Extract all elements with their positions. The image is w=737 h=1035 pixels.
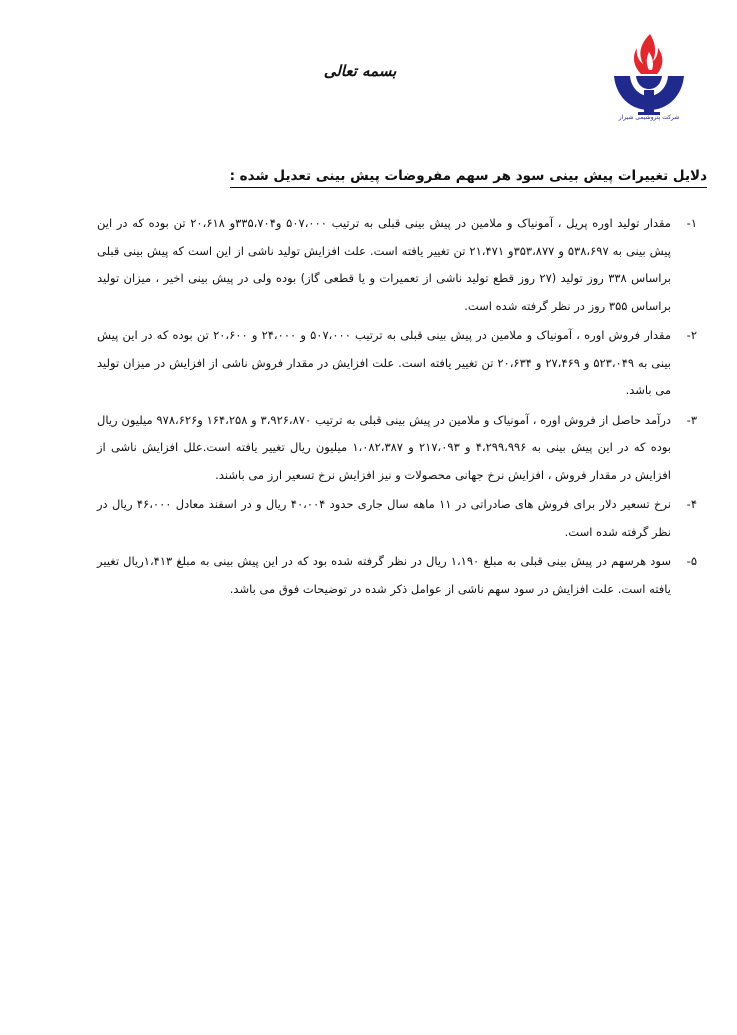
logo-caption: شرکت پتروشیمی شیراز bbox=[618, 114, 680, 121]
list-item-2 bbox=[97, 322, 697, 405]
basmala-title: بسمه تعالی bbox=[323, 62, 397, 80]
item-text: نرخ تسعیر دلار برای فروش های صادراتی در ۱۱ ماهه سال جاری حدود ۴۰،۰۰۴ ریال و در اسفند معادل ۴۶،۰۰۰ ریال در نظر گرفته شده است. bbox=[97, 497, 671, 539]
list-item-3 bbox=[97, 407, 697, 490]
item-number: ۲- bbox=[686, 328, 697, 342]
list-item-4 bbox=[97, 491, 697, 546]
item-text: درآمد حاصل از فروش اوره ، آمونیاک و ملامین در پیش بینی قبلی به ترتیب ۳،۹۲۶،۸۷۰ و ۱۶۴،۲۵۸ و۹۷۸،۶۲۶ میلیون ریال بوده که در این پیش بینی به ۴،۲۹۹،۹۹۶ و ۲۱۷،۰۹۳ و ۱،۰۸۲،۳۸۷ میلیون ریال تغییر یافته است.علل افزایش ناشی از افزایش در مقدار فروش ، افزایش نرخ جهانی محصولات و نیز افزایش نرخ تسعیر ارز می باشند. bbox=[97, 412, 671, 482]
item-text: مقدار تولید اوره پریل ، آمونیاک و ملامین در پیش بینی قبلی به ترتیب ۵۰۷،۰۰۰ و۳۳۵،۷۰۴و ۲۰،۶۱۸ تن بوده که در این پیش بینی به ۵۳۸،۶۹۷ و ۳۵۳،۸۷۷و ۲۱،۴۷۱ تن تغییر یافته است. علت افزایش تولید ناشی از این است که پیش بینی قبلی براساس ۳۳۸ روز تولید (۲۷ روز قطع تولید ناشی از تعمیرات و یا قطعی گاز) بوده ولی در پیش بینی اخیر ، میزان تولید براساس ۳۵۵ روز در نظر گرفته شده است. bbox=[97, 216, 672, 313]
item-number: ۵- bbox=[686, 554, 697, 568]
flame-logo-icon bbox=[610, 30, 688, 125]
page-heading: دلایل تغییرات پیش بینی سود هر سهم مفروضات پیش بینی تعدیل شده : bbox=[230, 166, 707, 188]
company-logo bbox=[610, 30, 688, 125]
list-item-5 bbox=[97, 548, 697, 603]
item-text: سود هرسهم در پیش بینی قبلی به مبلغ ۱،۱۹۰ ریال در نظر گرفته شده بود که در این پیش بینی به مبلغ ۱،۴۱۳ریال تغییر یافته است. علت افزایش در سود سهم ناشی از عوامل ذکر شده در توضیحات فوق می باشد. bbox=[97, 554, 671, 596]
item-text: مقدار فروش اوره ، آمونیاک و ملامین در پیش بینی قبلی به ترتیب ۵۰۷،۰۰۰ و ۲۴،۰۰۰ و ۲۰،۶۰۰ تن بوده که در این پیش بینی به ۵۲۳،۰۴۹ و ۲۷،۴۶۹ و ۲۰،۶۳۴ تن تغییر یافته است. علت افزایش در مقدار فروش ناشی از افزایش در میزان تولید می باشد. bbox=[97, 328, 671, 397]
item-number: ۴- bbox=[686, 497, 697, 511]
reasons-list bbox=[97, 210, 697, 605]
list-item-1 bbox=[97, 210, 697, 320]
item-number: ۱- bbox=[686, 216, 697, 230]
item-number: ۳- bbox=[686, 412, 697, 427]
